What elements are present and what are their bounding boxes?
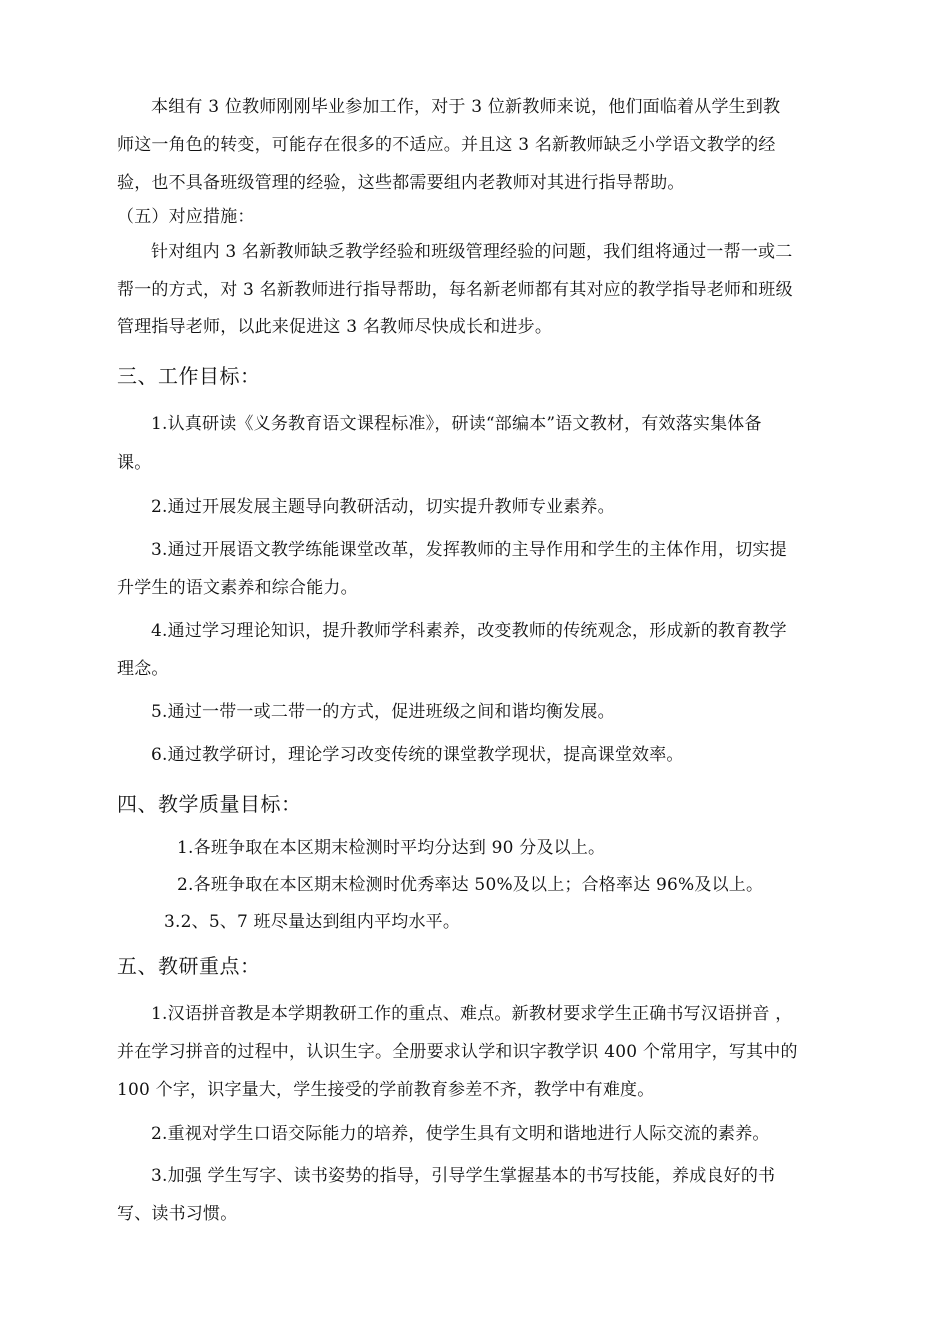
section-5-item-1-line-3: 100 个字，识字量大，学生接受的学前教育参差不齐，教学中有难度。 (117, 1080, 655, 1100)
intro-p2-line-2: 帮一的方式，对 3 名新教师进行指导帮助，每名新老师都有其对应的教学指导老师和班级 (117, 280, 793, 300)
section-4-item-2: 2.各班争取在本区期末检测时优秀率达 50%及以上；合格率达 96%及以上。 (177, 875, 764, 895)
intro-p1-line-3: 验，也不具备班级管理的经验，这些都需要组内老教师对其进行指导帮助。 (117, 173, 685, 193)
section-3-item-6: 6.通过教学研讨，理论学习改变传统的课堂教学现状，提高课堂效率。 (151, 745, 684, 765)
section-4-item-3: 3.2、5、7 班尽量达到组内平均水平。 (164, 912, 461, 932)
section-3-item-1-line-2: 课。 (117, 453, 152, 473)
section-3-item-5: 5.通过一带一或二带一的方式，促进班级之间和谐均衡发展。 (151, 702, 615, 722)
section-5-item-2: 2.重视对学生口语交际能力的培养，使学生具有文明和谐地进行人际交流的素养。 (151, 1124, 770, 1144)
section-5-item-1-line-1: 1.汉语拼音教是本学期教研工作的重点、难点。新教材要求学生正确书写汉语拼音 ， (151, 1004, 793, 1024)
section-3-item-2: 2.通过开展发展主题导向教研活动，切实提升教师专业素养。 (151, 497, 615, 517)
intro-p2-line-1: 针对组内 3 名新教师缺乏教学经验和班级管理经验的问题，我们组将通过一帮一或二 (151, 242, 793, 262)
section-3-heading: 三、工作目标： (117, 364, 261, 388)
section-3-item-3-line-1: 3.通过开展语文教学练能课堂改革，发挥教师的主导作用和学生的主体作用，切实提 (151, 540, 787, 560)
intro-p2-line-3: 管理指导老师，以此来促进这 3 名教师尽快成长和进步。 (117, 317, 553, 337)
section-4-item-1: 1.各班争取在本区期末检测时平均分达到 90 分及以上。 (177, 838, 606, 858)
section-5-item-3-line-2: 写、读书习惯。 (117, 1204, 238, 1224)
section-5-heading: 五、教研重点： (117, 954, 261, 978)
section-3-item-1-line-1: 1.认真研读《义务教育语文课程标准》，研读“部编本”语文教材，有效落实集体备 (151, 414, 762, 434)
section-4-heading: 四、教学质量目标： (117, 792, 302, 816)
intro-p1-line-1: 本组有 3 位教师刚刚毕业参加工作，对于 3 位新教师来说，他们面临着从学生到教 (151, 97, 781, 117)
section-3-item-4-line-2: 理念。 (117, 659, 169, 679)
section-3-item-4-line-1: 4.通过学习理论知识，提升教师学科素养，改变教师的传统观念，形成新的教育教学 (151, 621, 787, 641)
section-5-item-1-line-2: 并在学习拼音的过程中，认识生字。全册要求认学和识字教学识 400 个常用字，写其中的 (117, 1042, 798, 1062)
subheading-countermeasures: （五）对应措施： (117, 207, 255, 227)
intro-p1-line-2: 师这一角色的转变，可能存在很多的不适应。并且这 3 名新教师缺乏小学语文教学的经 (117, 135, 776, 155)
section-5-item-3-line-1: 3.加强 学生写字、读书姿势的指导，引导学生掌握基本的书写技能，养成良好的书 (151, 1166, 776, 1186)
section-3-item-3-line-2: 升学生的语文素养和综合能力。 (117, 578, 358, 598)
